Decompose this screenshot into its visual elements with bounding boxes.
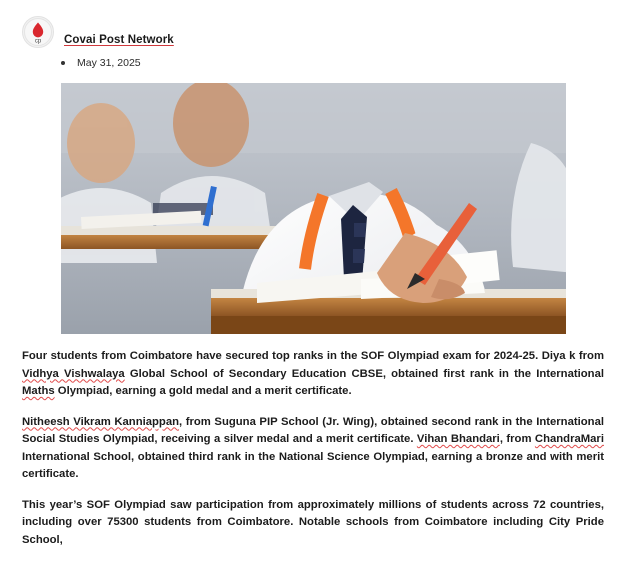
paragraph-2 [22,414,604,484]
p1-seg-2: Vidhya Vishwalaya [22,367,125,380]
publish-date-row [22,57,604,69]
p2-seg-1: Nitheesh Vikram Kanniappan [22,415,180,428]
students-writing-exam-photo [61,83,566,334]
p3-seg-1: This year’s SOF Olympiad saw participation from approximately millions of students across 72 countries, including over 75300 students from Coimbatore. Notable schools from Coimbatore including City Pride School, [22,498,604,546]
paragraph-3 [22,497,604,550]
svg-text:cp: cp [34,38,42,45]
p2-seg-2: , from Suguna PIP School (Jr. Wing), obtained second rank in the International Social Studies Olympiad, receiving a silver medal and a merit certificate. [22,415,604,445]
p1-seg-3: Global School of Secondary Education CBSE, obtained first rank in the International [124,367,604,380]
list-bullet-icon [61,61,65,65]
cp-logo-avatar-icon[interactable] [22,16,54,48]
p2-seg-4: , from [499,433,535,445]
publish-date: May 31, 2025 [77,57,141,69]
p1-seg-5: Olympiad, earning a gold medal and a merit certificate. [54,385,352,397]
p2-seg-5: ChandraMari [534,433,604,445]
byline-text [64,14,174,48]
p1-seg-4: Maths [22,385,55,397]
byline [22,14,604,48]
p1-seg-1: Four students from Coimbatore have secured top ranks in the SOF Olympiad exam for 2024-25. Diya k from [22,350,604,362]
p2-seg-6: International School, obtained third rank in the National Science Olympiad, earning a bronze and with merit certificate. [22,450,604,480]
paragraph-1 [22,348,604,401]
hero-image-wrap [22,83,604,334]
site-name-link[interactable]: Covai Post Network [64,34,174,46]
p2-seg-3: Vihan Bhandari [416,433,500,445]
article-body [22,348,604,549]
